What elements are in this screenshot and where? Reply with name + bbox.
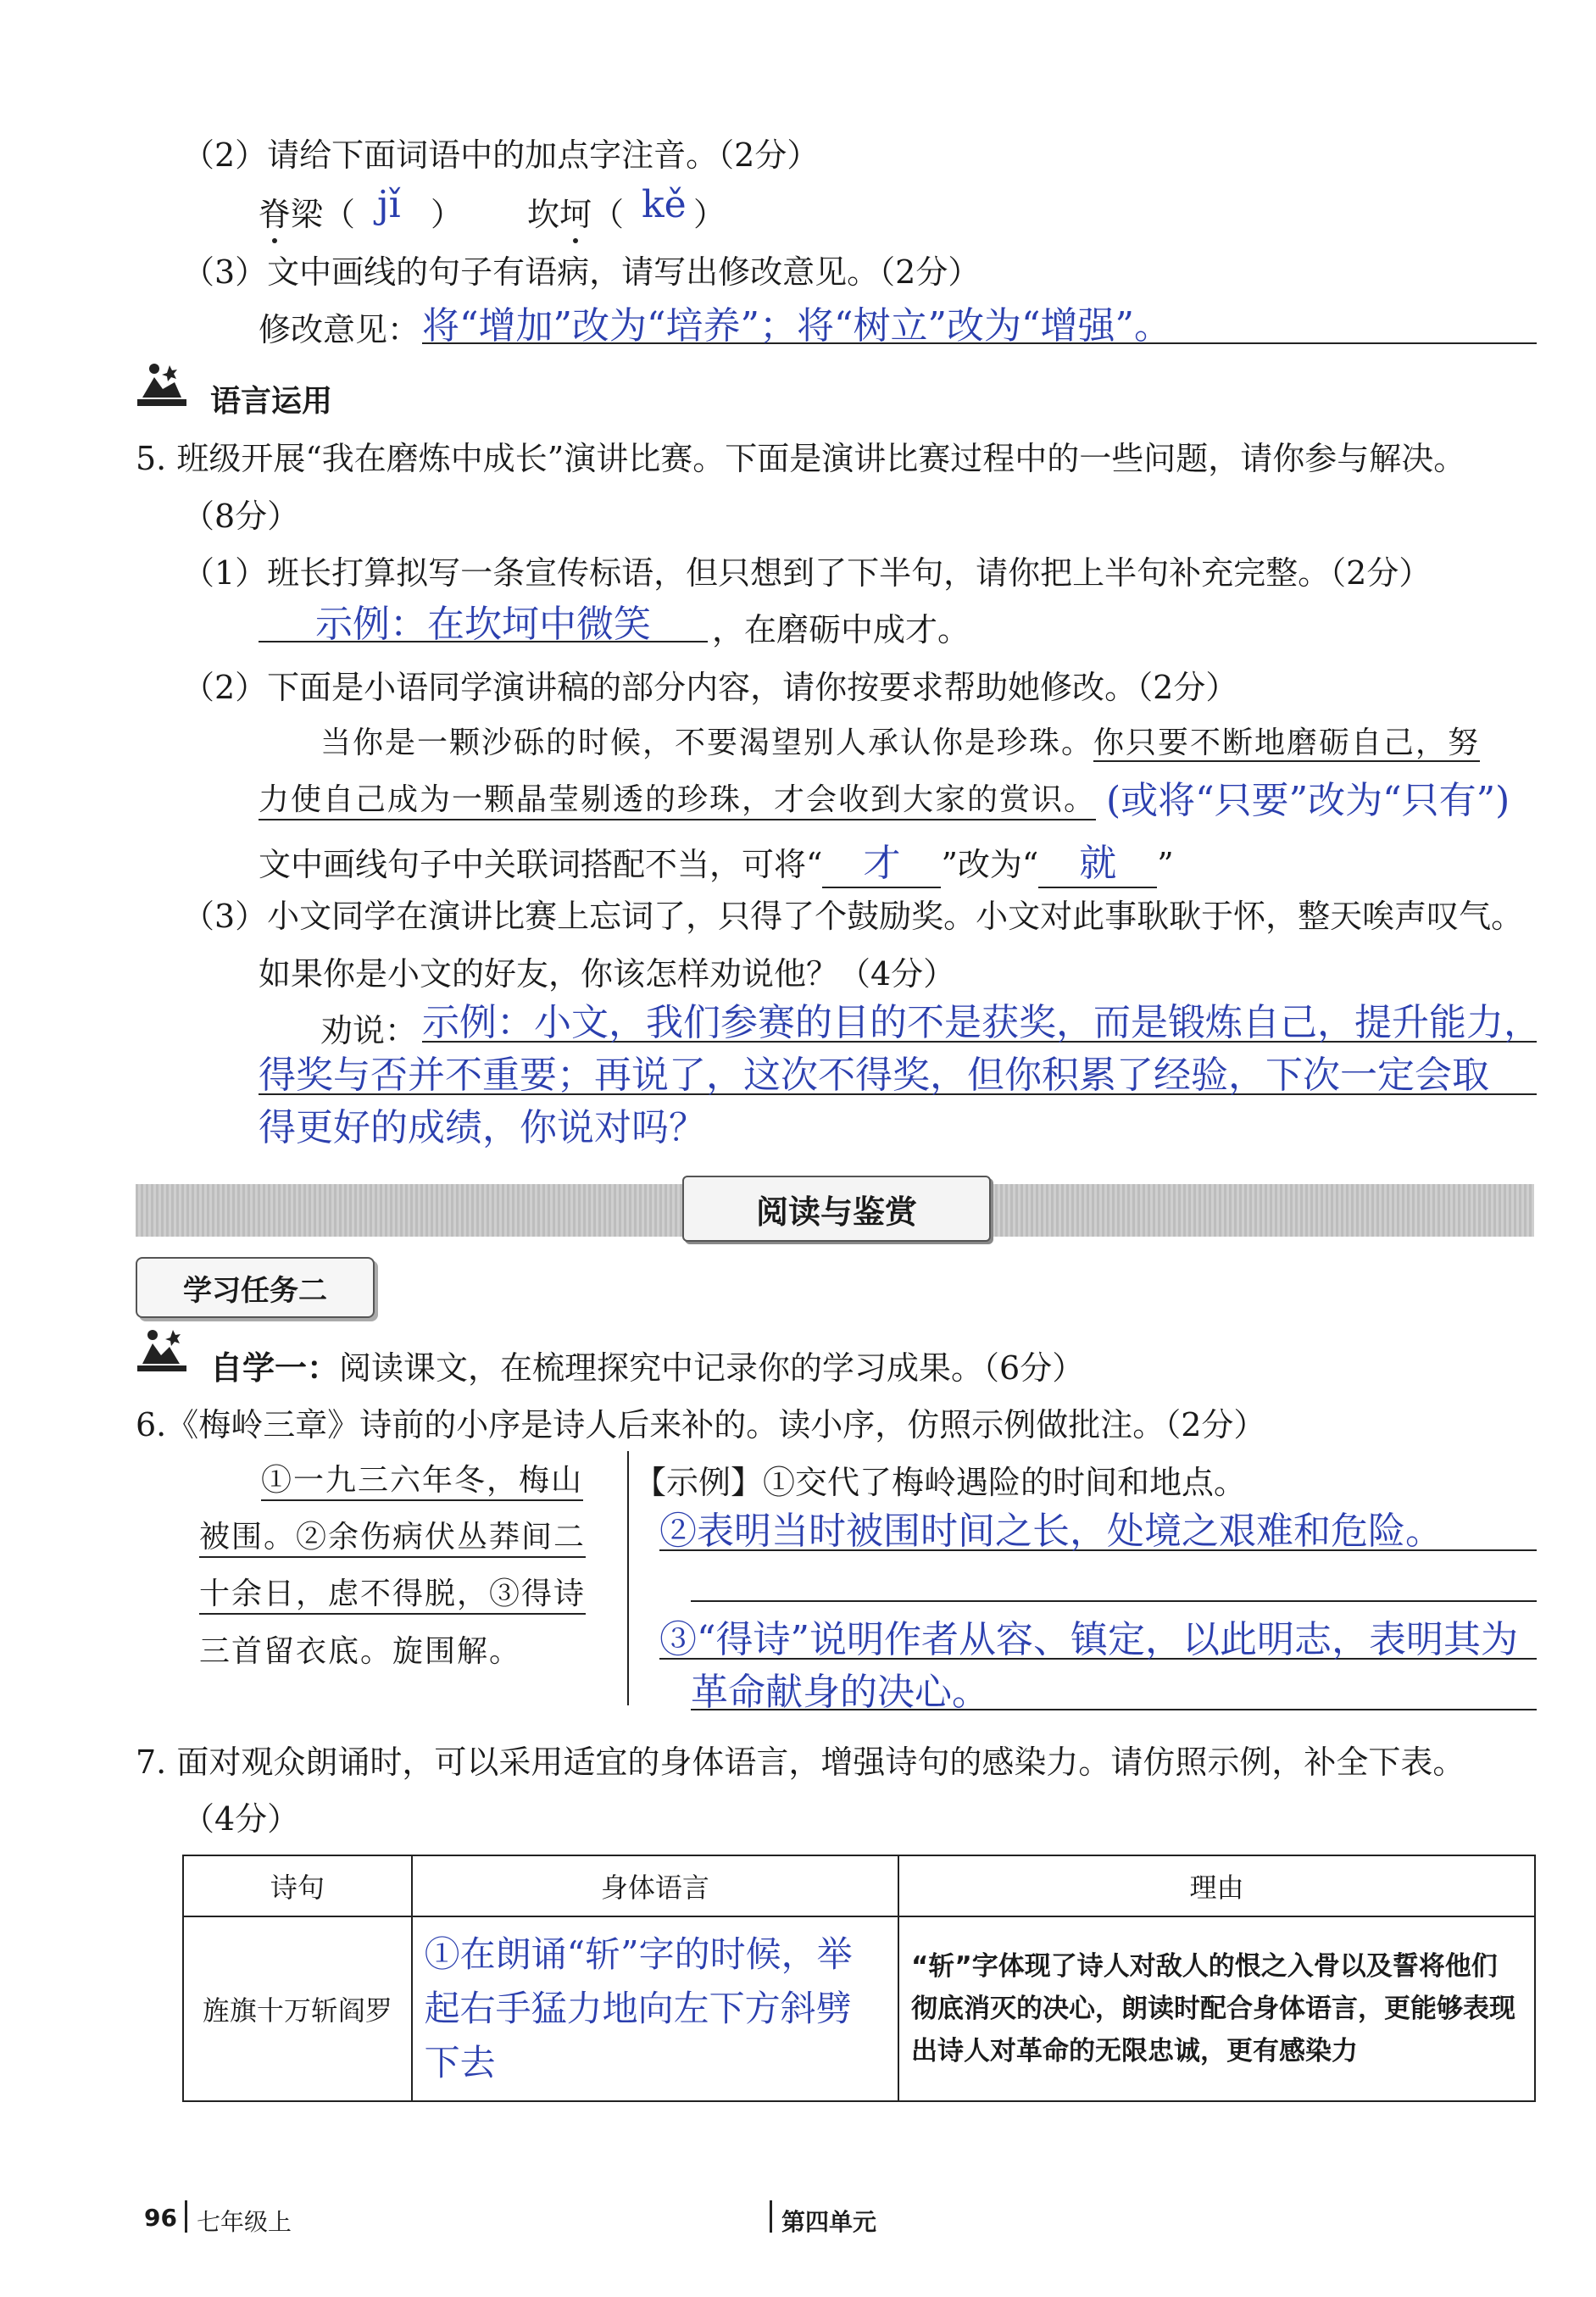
q5-part2-answer1: 才 [822, 832, 941, 888]
q5-part1-suffix: ，在磨砺中成才。 [712, 611, 970, 648]
q5-part2-underlined-2: 力使自己成为一颗晶莹剔透的珍珠，才会收到大家的赏识。 [259, 776, 1096, 820]
q6-blank-line [691, 1551, 1537, 1602]
q4-part3-label: （3）文中画线的句子有语病，请写出修改意见。（2分） [182, 253, 981, 291]
q7-header-reason: 理由 [898, 1855, 1535, 1916]
q6-divider [627, 1451, 629, 1705]
q5-part2-q-pre: 文中画线句子中关联词搭配不当，可将“ [259, 846, 823, 883]
q5-part3-prefix: 劝说： [320, 1012, 418, 1049]
q5-part2-text-line1a: 当你是一颗沙砾的时候，不要渴望别人承认你是珍珠。 [320, 726, 1094, 760]
q7-stem-score: （4分） [182, 1800, 300, 1838]
footer-unit: 第四单元 [781, 2208, 877, 2236]
reading-person-icon [136, 1326, 188, 1376]
q4-answer1: jǐ [377, 183, 401, 226]
q6-answer3-line2: 革命献身的决心。 [691, 1661, 1537, 1710]
q7-stem: 7. 面对观众朗诵时，可以采用适宜的身体语言，增强诗句的感染力。请仿照示例，补全下表。 [136, 1744, 1465, 1781]
q4-word2 [527, 188, 624, 235]
q6-answer3-line1: ③“得诗”说明作者从容、镇定，以此明志，表明其为 [659, 1609, 1537, 1660]
language-use-title: 语言运用 [210, 384, 333, 419]
q5-part2-answer2: 就 [1038, 832, 1157, 888]
q5-part1-answer: 示例：在坎坷中微笑 [259, 593, 708, 642]
q6-preface-line3: 十余日，虑不得脱，③得诗 [199, 1570, 586, 1615]
self-study-text: 阅读课文，在梳理探究中记录你的学习成果。（6分） [339, 1349, 1085, 1387]
q6-preface-line1: ①一九三六年冬，梅山 [261, 1456, 583, 1501]
writing-person-icon [136, 360, 188, 411]
q5-part2-label: （2）下面是小语同学演讲稿的部分内容，请你按要求帮助她修改。（2分） [182, 669, 1238, 706]
q4-word2-open: （ [592, 196, 625, 233]
q5-part3-answer-line2: 得奖与否并不重要；再说了，这次不得奖，但你积累了经验，下次一定会取 [259, 1044, 1537, 1095]
q5-stem: 5. 班级开展“我在磨炼中成长”演讲比赛。下面是演讲比赛过程中的一些问题，请你参与解决。 [136, 440, 1466, 477]
section-title: 阅读与鉴赏 [682, 1176, 991, 1242]
q4-close2: ） [693, 196, 726, 233]
q5-stem-score: （8分） [182, 498, 300, 535]
q5-part3-answer-line1: 示例：小文，我们参赛的目的不是获奖，而是锻炼自己，提升能力， [422, 992, 1537, 1043]
q6-preface-line2: 被围。②余伤病伏丛莽间二 [199, 1513, 586, 1558]
q4-part2-label: （2）请给下面词语中的加点字注音。（2分） [182, 136, 820, 174]
q5-part3-answer-line3: 得更好的成绩，你说对吗？ [259, 1106, 706, 1149]
q7-body-language-cell: ①在朗诵“斩”字的时候，举起右手猛力地向左下方斜劈下去 [412, 1916, 898, 2101]
q5-part3-label: （3）小文同学在演讲比赛上忘词了，只得了个鼓励奖。小文对此事耿耿于怀，整天唉声叹气。 [182, 898, 1524, 935]
footer-divider-left [185, 2200, 187, 2233]
task-label: 学习任务二 [136, 1257, 375, 1318]
self-study-line [210, 1342, 1084, 1388]
q4-word1-dotted-char: 脊 [259, 196, 292, 233]
q4-part3-prefix: 修改意见： [259, 311, 420, 348]
q4-part3-answer: 将“增加”改为“培养”；将“树立”改为“增强”。 [422, 295, 1537, 344]
q4-word1-rest: 梁（ [291, 196, 356, 233]
q5-part2-question [259, 832, 1174, 888]
footer-divider-right [770, 2200, 772, 2233]
q6-preface-line4: 三首留衣底。旋围解。 [199, 1634, 522, 1669]
q5-part2-q-end: ” [1157, 846, 1174, 883]
q5-part1-label: （1）班长打算拟写一条宣传标语，但只想到了下半句，请你把上半句补充完整。（2分） [182, 554, 1432, 592]
q5-part3-label-2: 如果你是小文的好友，你该怎样劝说他？（4分） [259, 955, 956, 993]
q5-part2-underlined-1: 你只要不断地磨砺自己，努 [1093, 726, 1481, 760]
q6-stem: 6.《梅岭三章》诗前的小序是诗人后来补的。读小序，仿照示例做批注。（2分） [136, 1406, 1266, 1443]
q7-header-verse: 诗句 [183, 1855, 412, 1916]
table-row [183, 1916, 1535, 2101]
q4-word2-dotted-char: 坷 [559, 196, 592, 233]
q5-part2-note: (或将“只要”改为“只有”) [1106, 779, 1510, 822]
q7-table [182, 1855, 1536, 2102]
q6-answer2: ②表明当时被围时间之长，处境之艰难和危险。 [659, 1500, 1537, 1551]
page-number: 96 [144, 2204, 177, 2232]
footer-grade: 七年级上 [197, 2208, 292, 2236]
q5-part2-text-line1 [320, 719, 1480, 762]
q6-example: 【示例】①交代了梅岭遇险的时间和地点。 [634, 1464, 1247, 1501]
q7-verse-cell: 旌旗十万斩阎罗 [183, 1916, 412, 2101]
q4-answer2: kě [642, 183, 687, 226]
q7-header-body-language: 身体语言 [412, 1855, 898, 1916]
q4-word1 [259, 188, 355, 235]
q7-reason-cell: “斩”字体现了诗人对敌人的恨之入骨以及誓将他们彻底消灭的决心，朗读时配合身体语言，更能够表现出诗人对革命的无限忠诚，更有感染力 [898, 1916, 1535, 2101]
q5-part2-q-mid: ”改为“ [941, 846, 1039, 883]
q4-close1: ） [431, 196, 464, 233]
q7-table-header-row [183, 1855, 1535, 1916]
self-study-title: 自学一： [210, 1349, 340, 1387]
q4-word2-pre: 坎 [527, 196, 560, 233]
